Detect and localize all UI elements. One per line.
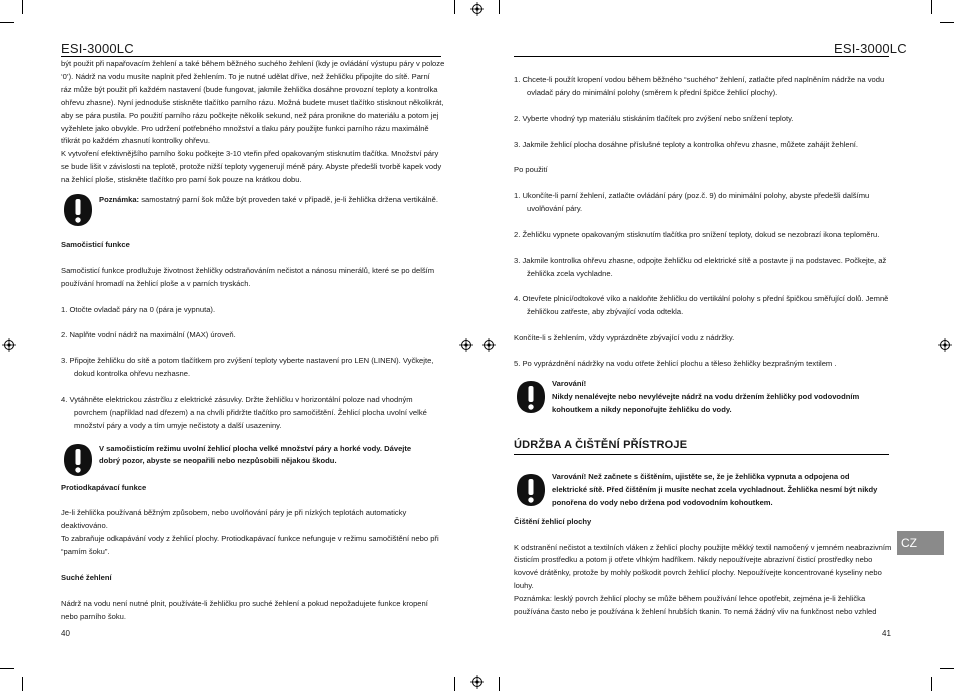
after-use-title: Po použití [514,165,548,175]
maintenance-warning: Varování! Než začnete s čištěním, ujistěte se, že je žehlička vypnuta a odpojena od elektrické sítě. Před čištěním ji musíte nechat zcela vychladnout. Žehlička nesmí být nikdy ponořena do vody nebo držena pod vodovodním kohoutkem. [514,471,899,510]
note-block [61,191,446,229]
crop-mark [454,0,455,14]
note-text: samostatný parní šok může být proveden také v případě, je-li žehlička držena vertikálně. [139,195,438,205]
crop-mark [454,677,455,691]
left-page-number: 40 [61,629,70,638]
warning-exclamation-icon [516,380,546,414]
crop-mark [499,677,500,691]
crop-mark [940,668,954,669]
warning-exclamation-icon [63,193,93,227]
registration-mark-icon [938,338,952,352]
warning-exclamation-icon [516,473,546,507]
crop-mark [0,668,14,669]
crop-mark [931,677,932,691]
registration-mark-icon [459,338,473,352]
language-tab: CZ [897,531,944,555]
list-item: 4. Vytáhněte elektrickou zástrčku z elektrické zásuvky. Držte žehličku v horizontální poloze nad vhodným povrchem (například nad dřezem) a na chvíli přidržte tlačítko pro samočištění. Žehlicí plocha uvolní velké množství páry a vody a tím umyje nečistoty a další usazeniny. [61,394,427,430]
list-item: 2. Naplňte vodní nádrž na maximální (MAX) úroveň. [61,330,236,340]
crop-mark [22,677,23,691]
crop-mark [931,0,932,14]
list-item: 1. Otočte ovladač páry na 0 (pára je vypnuta). [61,304,216,314]
registration-mark-icon [470,2,484,16]
crop-mark [22,0,23,14]
empty-tank-warning: Varování! Nikdy nenalévejte nebo nevylévejte nádrž na vodu držením žehličky pod vodovodním kohoutkem a nikdy neponořujte žehličku do vody. [514,378,899,417]
right-page-number: 41 [882,629,891,638]
right-header-rule [514,56,889,57]
registration-mark-icon [470,675,484,689]
list-item: 2. Žehličku vypnete opakovaným stisknutím tlačítka pro snížení teploty, dokud se nezobrazí ikona teploměru. [514,229,880,239]
registration-mark-icon [482,338,496,352]
left-header-rule [61,56,441,57]
dry-ironing-title: Suché žehlení [61,572,112,582]
right-page-body: 1. Chcete-li použít kropení vodou během běžného “suchého” žehlení, zatlačte před naplněním nádrže na vodu ovladač páry do minimální polohy (směrem k přední špičce žehlicí plochy). 2. Vyberte vhodný typ materiálu stiskáním tlačítek pro zvýšení nebo snížení teploty. 3. Jakmile žehlicí plocha dosáhne příslušné teploty a kontrolka ohřevu zhasne, můžete zahájit žehlení. Po použití 1. Ukončíte-li parní žehlení, zatlačte ovládání páry (poz.č. 9) do minimální polohy, abyste předešli dalšímu uvolňování páry. 2. Žehličku vypnete opakovaným stisknutím tlačítka pro snížení teploty, dokud se nezobrazí ikona teploměru. 3. Jakmile kontrolka ohřevu zhasne, odpojte žehličku od elektrické sítě a postavte ji na podstavec. Počkejte, až žehlička zcela vychladne. 4. Otevřete plnicí/odtokové víko a nakloňte žehličku do vertikální polohy s přední špičkou směřující dolů. Jemně žehličkou zatřeste, aby zbývající voda odtekla. Končíte-li s žehlením, vždy vyprázdněte zbývající vodu z nádržky. 5. Po vyprázdnění nádržky na vodu otřete žehlicí plochu a těleso žehličky bezprašným textilem . Varování! Nikdy nenalévejte nebo nevylévejte nádrž na vodu držením žehličky pod vodovodním kohoutkem a nikdy neponořujte žehličku do vody. [514,74,899,416]
list-item: 3. Jakmile žehlicí plocha dosáhne příslušné teploty a kontrolka ohřevu zhasne, můžete zahájit žehlení. [514,139,859,149]
intro-paragraph: být použit při napařovacím žehlení a také během běžného suchého žehlení (kdy je ovládání výstupu páry v poloze ‘0’). Nádrž na vodu musíte naplnit před žehlením. To je nutné udělat dříve, než žehličku připojíte do sítě. Parní ráz může být použit při každém nastavení (bude fungovat, jakmile žehlička dosáhne provozní teploty a kontrolka ohřevu zhasne). Nyní jednoduše stiskněte tlačítko parního rázu. Možná budete muset tlačítko stisknout několikrát, aby se pára pustila. Po použití parního rázu počkejte několik sekund, než pára pronikne do materiálu a potom jej vyžehlete jako obvykle. Pro udržení potřebného množství a tlaku páry použijte funkci parního rázu maximálně třikrát po každém zhasnutí kontrolky ohřevu. K vytvoření efektivnějšího parního šoku počkejte 3-10 vteřin před opakovaným stisknutím tlačítka. Množství páry se bude lišit v závislosti na teplotě, protože nižší teploty vygenerují méně páry. Abyste předešli tvorbě kapek vody na žehlicí ploše, stiskněte tlačítko pro parní šok pouze na krátkou dobu. [61,59,445,185]
list-item: 4. Otevřete plnicí/odtokové víko a nakloňte žehličku do vertikální polohy s přední špičkou směřující dolů. Jemně žehličkou zatřeste, aby zbývající voda odtekla. [514,294,889,317]
plate-cleaning-title: Čištění žehlicí plochy [514,516,592,526]
note-label: Poznámka: [99,195,140,205]
list-item: 1. Chcete-li použít kropení vodou během běžného “suchého” žehlení, zatlačte před naplněním nádrže na vodu ovladač páry do minimální polohy (směrem k přední špičce žehlicí plochy). [514,75,885,97]
registration-mark-icon [2,338,16,352]
right-model-header: ESI-3000LC [834,41,907,56]
crop-mark [940,22,954,23]
crop-mark [0,22,14,23]
maintenance-section-title: ÚDRŽBA A ČIŠTĚNÍ PŘÍSTROJE [514,439,688,451]
list-item: 3. Připojte žehličku do sítě a potom tlačítkem pro zvýšení teploty vyberte nastavení pro LEN (LINEN). Vyčkejte, dokud kontrolka ohřevu nezhasne. [61,356,434,379]
self-clean-title: Samočisticí funkce [61,240,130,250]
left-page-body: být použit při napařovacím žehlení a také během běžného suchého žehlení (kdy je ovládání výstupu páry v poloze ‘0’). Nádrž na vodu musíte naplnit před žehlením. To je nutné udělat dříve, než žehličku připojíte do sítě. Parní ráz může být použit při každém nastavení (bude fungovat, jakmile žehlička dosáhne provozní teploty a kontrolka ohřevu zhasne). Nyní jednoduše stiskněte tlačítko parního rázu. Možná budete muset tlačítko stisknout několikrát, aby se pára pustila. Po použití parního rázu počkejte několik sekund, než pára pronikne do materiálu a potom jej vyžehlete jako obvykle. Pro udržení potřebného množství a tlaku páry použijte funkci parního rázu maximálně třikrát po každém zhasnutí kontrolky ohřevu. K vytvoření efektivnějšího parního šoku počkejte 3-10 vteřin před opakovaným stisknutím tlačítka. Množství páry se bude lišit v závislosti na teplotě, protože nižší teploty vygenerují méně páry. Abyste předešli tvorbě kapek vody na žehlicí ploše, stiskněte tlačítko pro parní šok pouze na krátkou dobu. Poznámka: samostatný parní šok může být proveden také v případě, je-li žehlička držena vertikálně. Samočisticí funkce Samočisticí funkce prodlužuje životnost žehličky odstraňováním nečistot a nánosu minerálů, které se po delším používání hromadí na žehlicí ploše a v parních tryskách. 1. Otočte ovladač páry na 0 (pára je vypnuta). 2. Naplňte vodní nádrž na maximální (MAX) úroveň. 3. Připojte žehličku do sítě a potom tlačítkem pro zvýšení teploty vyberte nastavení pro LEN (LINEN). Vyčkejte, dokud kontrolka ohřevu nezhasne. 4. Vytáhněte elektrickou zástrčku z elektrické zásuvky. Držte žehličku v horizontální poloze nad vhodným povrchem (například nad dřezem) a na chvíli přidržte tlačítko pro samočištění. Žehlicí plocha uvolní velké množství páry a vody a tím umyje nečistoty a další usazeniny. V samočisticím režimu uvolní žehlicí plocha velké množství páry a horké vody. Dávejte dobrý pozor, abyste se neopařili nebo nezpůsobili nějakou škodu. Protiodkapávací funkce Je-li žehlička používaná běžným způsobem, nebo uvolňování páry je při nízkých teplotách automaticky deaktivováno. To zabraňuje odkapávání vody z žehlicí plochy. Protiodkapávací funkce nefunguje v režimu samočištění nebo při “pamím šoku”. Suché žehlení Nádrž na vodu není nutné plnit, používáte-li žehličku pro suché žehlení a pokud nepožadujete funkce kropení nebo parního šoku. [61,59,445,621]
crop-mark [499,0,500,14]
list-item: 1. Ukončíte-li parní žehlení, zatlačte ovládání páry (poz.č. 9) do minimální polohy, abyste předešli dalšímu uvolňování páry. [514,191,870,213]
warning-exclamation-icon [63,443,93,477]
list-item: 3. Jakmile kontrolka ohřevu zhasne, odpojte žehličku od elektrické sítě a postavte ji na podstavec. Počkejte, až žehlička zcela vychladne. [514,255,887,278]
list-item: 2. Vyberte vhodný typ materiálu stiskáním tlačítek pro zvýšení nebo snížení teploty. [514,113,794,123]
self-clean-warning: V samočisticím režimu uvolní žehlicí plocha velké množství páry a horké vody. Dávejte dobrý pozor, abyste se neopařili nebo nezpůsobili nějakou škodu. [61,441,446,479]
section-rule [514,454,889,455]
list-item: 5. Po vyprázdnění nádržky na vodu otřete žehlicí plochu a těleso žehličky bezprašným textilem . [514,358,837,368]
right-page-body-lower: Varování! Než začnete s čištěním, ujistěte se, že je žehlička vypnuta a odpojena od elektrické sítě. Před čištěním ji musíte nechat zcela vychladnout. Žehlička nesmí být nikdy ponořena do vody nebo držena pod vodovodním kohoutkem. Čištění žehlicí plochy K odstranění nečistot a textilních vláken z žehlicí plochy použijte měkký textil namočený v jemném neabrazivním čisticím prostředku a potom ji otřete vlhkým hadříkem. Nikdy nepoužívejte abrazivní čisticí prostředky nebo kovové drátěnky, protože by mohly poškodit povrch žehlicí plochy. Nepoužívejte koncentrované kyseliny nebo louhy. Poznámka: lesklý povrch žehlicí plochy se může během používání lehce opotřebit, zejména je-li žehlička používána často nebo je používána k žehlení hrubších tkanin. To nemá žádný vliv na funkčnost nebo vzhled [514,471,899,619]
left-model-header: ESI-3000LC [61,41,134,56]
anti-drip-title: Protiodkapávací funkce [61,482,147,492]
